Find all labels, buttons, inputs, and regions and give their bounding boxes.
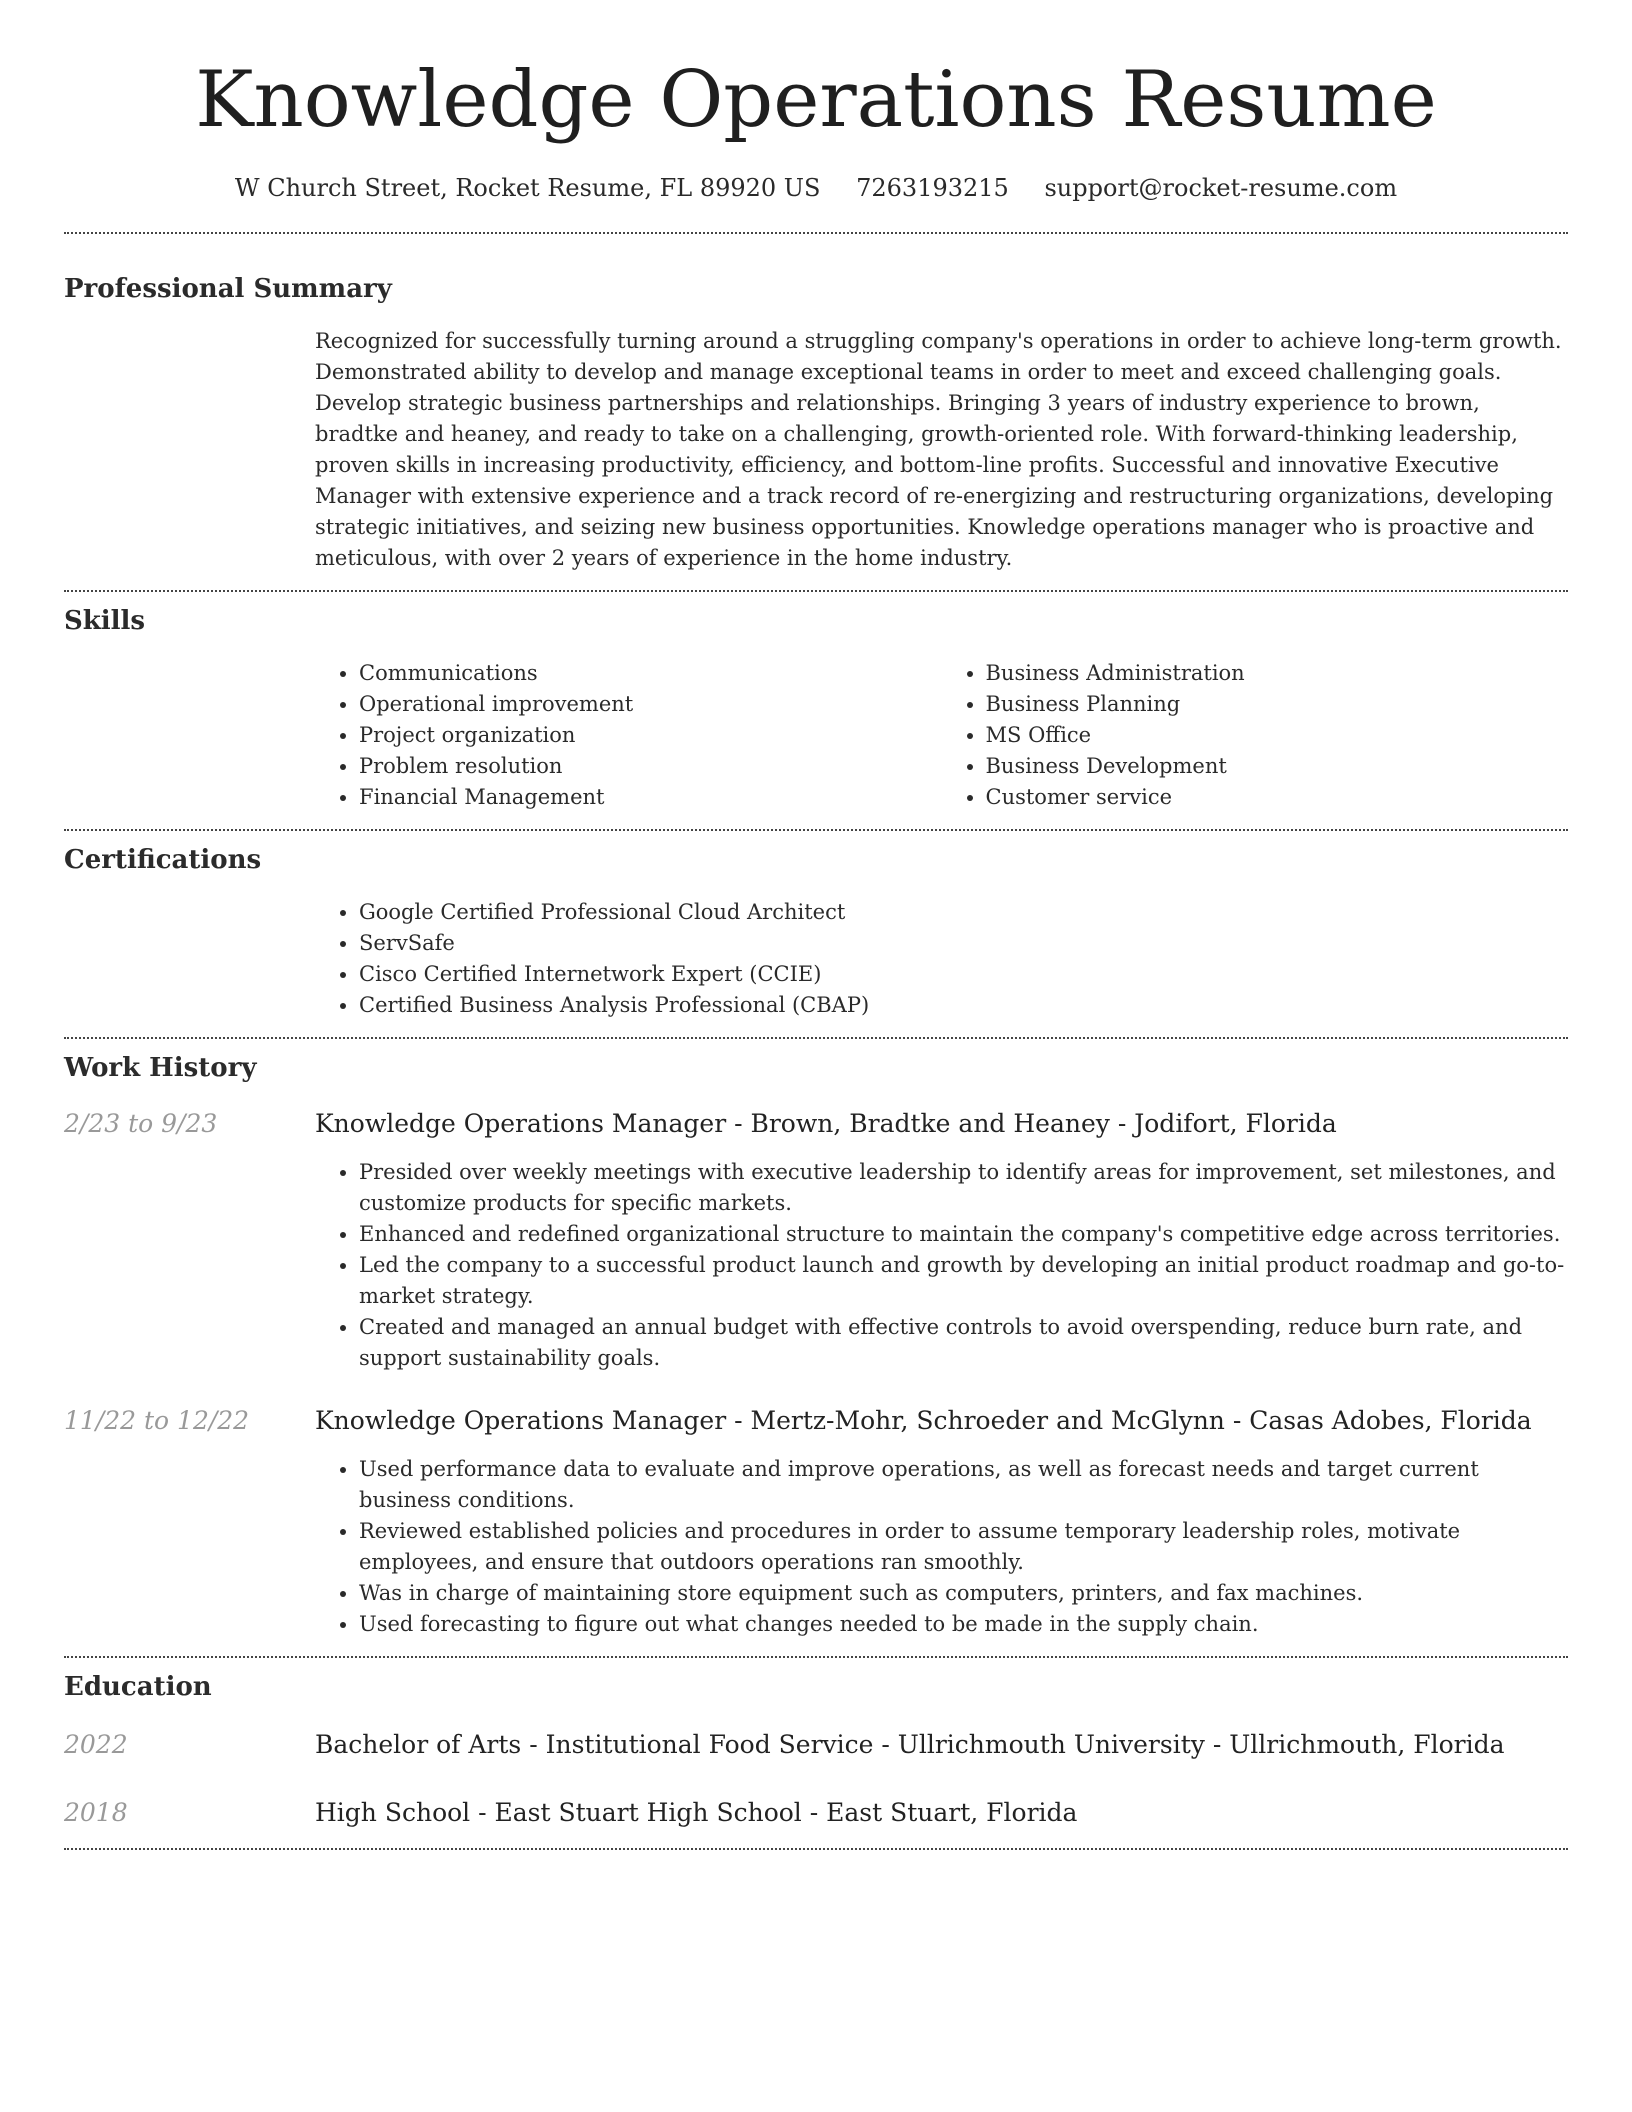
list-item: • Led the company to a successful product launch and growth by developing an initial product roadmap and go-to-market strategy. — [359, 1250, 1568, 1312]
education-year: 2022 — [64, 1730, 128, 1759]
list-item: • Problem resolution — [359, 751, 942, 782]
list-item: • Business Development — [986, 751, 1569, 782]
education-entry — [64, 1728, 1568, 1762]
list-item: • Project organization — [359, 720, 942, 751]
summary-heading: Professional Summary — [64, 274, 392, 304]
list-item: • Used performance data to evaluate and improve operations, as well as forecast needs and target current business conditions. — [359, 1454, 1568, 1516]
resume-title: Knowledge Operations Resume — [195, 55, 1437, 145]
section-divider — [64, 1656, 1568, 1658]
skills-list-left — [315, 658, 942, 813]
education-section — [64, 1670, 1568, 1830]
job-title: Knowledge Operations Manager - Mertz-Mohr, Schroeder and McGlynn - Casas Adobes, Florida — [315, 1406, 1532, 1435]
summary-text: Recognized for successfully turning around a struggling company's operations in order to achieve long-term growth. Demonstrated ability to develop and manage exceptional teams in order to meet and exceed challenging goals. Develop strategic business partnerships and relationships. Bringing 3 years of industry experience to brown, bradtke and heaney, and ready to take on a challenging, growth-oriented role. With forward-thinking leadership, proven skills in increasing productivity, efficiency, and bottom-line profits. Successful and innovative Executive Manager with extensive experience and a track record of re-energizing and restructuring organizations, developing strategic initiatives, and seizing new business opportunities. Knowledge operations manager who is proactive and meticulous, with over 2 years of experience in the home industry. — [315, 329, 1562, 570]
work-section — [64, 1051, 1568, 1640]
skills-list-right — [942, 658, 1569, 813]
list-item: • MS Office — [986, 720, 1569, 751]
section-divider — [64, 232, 1568, 234]
list-item: • Certified Business Analysis Professional (CBAP) — [359, 990, 1568, 1021]
list-item: • ServSafe — [359, 928, 1568, 959]
section-divider — [64, 590, 1568, 592]
list-item: • Cisco Certified Internetwork Expert (CCIE) — [359, 959, 1568, 990]
certifications-body — [315, 897, 1568, 1021]
summary-section — [64, 272, 1568, 574]
resume-page — [64, 0, 1568, 1850]
list-item: • Customer service — [986, 782, 1569, 813]
job-entry — [64, 1107, 1568, 1374]
list-item: • Used forecasting to figure out what changes needed to be made in the supply chain. — [359, 1609, 1568, 1640]
list-item: • Business Administration — [986, 658, 1569, 689]
contact-line — [64, 172, 1568, 204]
list-item: • Was in charge of maintaining store equipment such as computers, printers, and fax machines. — [359, 1578, 1568, 1609]
job-dates: 2/23 to 9/23 — [64, 1109, 218, 1138]
job-entry — [64, 1404, 1568, 1640]
certifications-heading: Certifications — [64, 845, 262, 875]
skills-section — [64, 604, 1568, 813]
section-divider — [64, 829, 1568, 831]
certifications-list — [315, 897, 1568, 1021]
work-heading: Work History — [64, 1053, 257, 1083]
contact-address: W Church Street, Rocket Resume, FL 89920 US — [234, 174, 821, 202]
section-divider — [64, 1037, 1568, 1039]
list-item: • Google Certified Professional Cloud Architect — [359, 897, 1568, 928]
skills-heading: Skills — [64, 606, 146, 636]
skills-grid — [315, 658, 1568, 813]
job-bullet-list — [315, 1157, 1568, 1374]
list-item: • Business Planning — [986, 689, 1569, 720]
job-dates: 11/22 to 12/22 — [64, 1406, 250, 1435]
job-header-row — [64, 1107, 1568, 1141]
summary-body — [315, 326, 1568, 574]
education-heading: Education — [64, 1672, 212, 1702]
job-bullet-list — [315, 1454, 1568, 1640]
list-item: • Presided over weekly meetings with executive leadership to identify areas for improvement, set milestones, and customize products for specific markets. — [359, 1157, 1568, 1219]
job-title: Knowledge Operations Manager - Brown, Bradtke and Heaney - Jodifort, Florida — [315, 1109, 1337, 1138]
job-header-row — [64, 1404, 1568, 1438]
list-item: • Created and managed an annual budget with effective controls to avoid overspending, reduce burn rate, and support sustainability goals. — [359, 1312, 1568, 1374]
list-item: • Enhanced and redefined organizational structure to maintain the company's competitive edge across territories. — [359, 1219, 1568, 1250]
contact-email: support@rocket-resume.com — [1044, 174, 1398, 202]
list-item: • Reviewed established policies and procedures in order to assume temporary leadership roles, motivate employees, and ensure that outdoors operations ran smoothly. — [359, 1516, 1568, 1578]
certifications-section — [64, 843, 1568, 1021]
job-bullets — [315, 1157, 1568, 1374]
list-item: • Financial Management — [359, 782, 942, 813]
education-title: High School - East Stuart High School - East Stuart, Florida — [315, 1798, 1078, 1827]
job-bullets — [315, 1454, 1568, 1640]
list-item: • Operational improvement — [359, 689, 942, 720]
section-divider — [64, 1848, 1568, 1850]
list-item: • Communications — [359, 658, 942, 689]
education-year: 2018 — [64, 1798, 128, 1827]
contact-phone: 7263193215 — [856, 174, 1009, 202]
education-title: Bachelor of Arts - Institutional Food Service - Ullrichmouth University - Ullrichmouth, Florida — [315, 1730, 1505, 1759]
education-entry — [64, 1796, 1568, 1830]
